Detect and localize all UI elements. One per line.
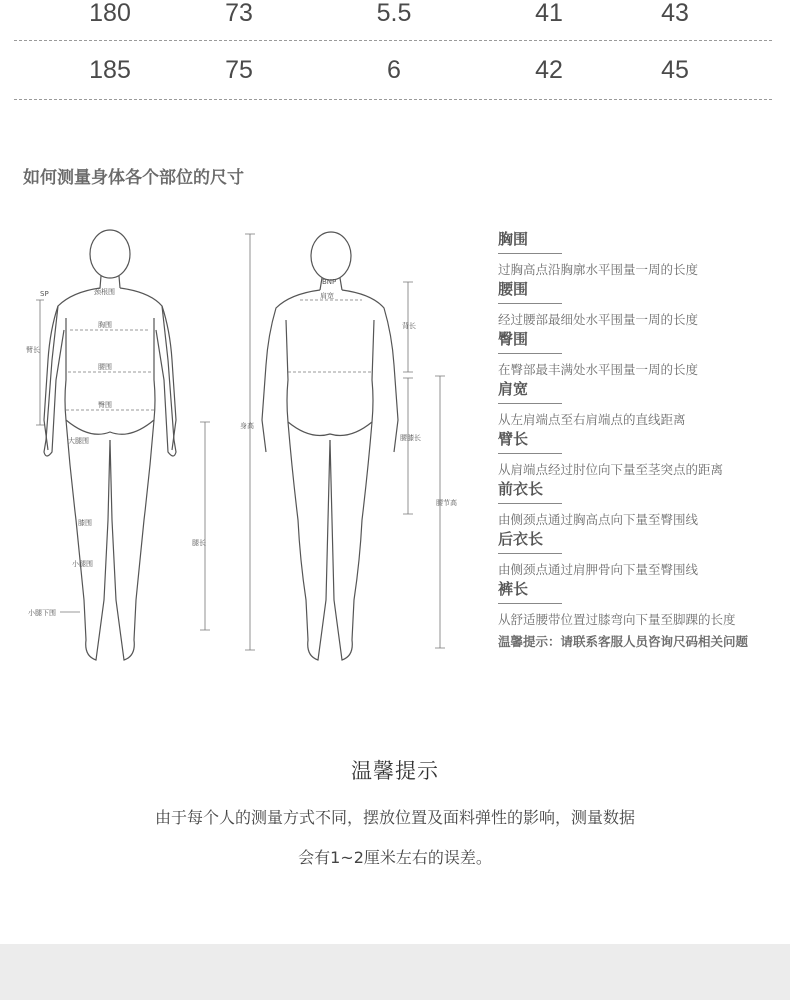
label-back-length: 背长 — [402, 322, 416, 330]
label-shoulder: 肩宽 — [320, 292, 334, 300]
definition-desc: 从左肩端点至右肩端点的直线距离 — [498, 412, 686, 427]
table-cell: 73 — [225, 0, 253, 27]
table-cell: 5.5 — [376, 0, 412, 27]
table-cell: 45 — [661, 56, 689, 84]
tips-line-2: 会有1~2厘米左右的误差。 — [298, 848, 492, 867]
definition-term: 裤长 — [498, 578, 562, 604]
definition-term: 臀围 — [498, 328, 562, 354]
label-waist-height: 腰节高 — [436, 499, 457, 507]
definition-term: 后衣长 — [498, 528, 562, 554]
definition-item — [498, 478, 783, 528]
footer-band — [0, 944, 790, 1000]
size-table — [14, 0, 772, 100]
label-ankle: 小腿下围 — [28, 609, 56, 617]
definition-item — [498, 528, 783, 578]
section-title: 如何测量身体各个部位的尺寸 — [23, 168, 244, 188]
size-tip: 温馨提示：请联系客服人员咨询尺码相关问题 — [498, 634, 749, 649]
label-neck: 颈根围 — [94, 288, 115, 296]
label-waist: 腰围 — [98, 363, 112, 371]
table-cell: 75 — [225, 56, 253, 84]
label-knee: 膝围 — [78, 519, 92, 527]
label-sp: SP — [40, 290, 49, 298]
definition-item — [498, 578, 783, 628]
definition-item — [498, 428, 783, 478]
definition-item — [498, 328, 783, 378]
table-cell: 42 — [535, 56, 563, 84]
tips-title: 温馨提示 — [351, 759, 439, 783]
definition-desc: 由侧颈点通过肩胛骨向下量至臀围线 — [498, 562, 699, 577]
table-cell: 6 — [387, 56, 401, 84]
definition-term: 肩宽 — [498, 378, 562, 404]
table-row — [14, 0, 772, 41]
definition-term: 胸围 — [498, 228, 562, 254]
label-waist-knee: 腰膝长 — [400, 434, 421, 442]
definition-desc: 从舒适腰带位置过膝弯向下量至脚踝的长度 — [498, 612, 736, 627]
definition-term: 前衣长 — [498, 478, 562, 504]
table-cell: 180 — [89, 0, 131, 27]
definition-term: 腰围 — [498, 278, 562, 304]
definition-term: 臂长 — [498, 428, 562, 454]
definition-desc: 由侧颈点通过胸高点向下量至臀围线 — [498, 512, 699, 527]
label-calf: 小腿围 — [72, 560, 93, 568]
label-thigh: 大腿围 — [68, 437, 89, 445]
label-chest: 胸围 — [98, 321, 112, 329]
definition-item — [498, 278, 783, 328]
definition-item — [498, 378, 783, 428]
tips-line-1: 由于每个人的测量方式不同，摆放位置及面料弹性的影响，测量数据 — [154, 808, 635, 827]
measurement-definitions — [498, 228, 783, 650]
label-hip: 臀围 — [98, 401, 112, 409]
table-row — [14, 41, 772, 100]
table-cell: 43 — [661, 0, 689, 27]
table-cell: 185 — [89, 56, 131, 84]
label-inseam: 腿长 — [192, 539, 206, 547]
definition-item — [498, 228, 783, 278]
label-bnp: BNP — [322, 278, 337, 286]
table-cell: 41 — [535, 0, 563, 27]
definition-desc: 在臀部最丰满处水平围量一周的长度 — [498, 362, 699, 377]
label-height: 身高 — [240, 422, 254, 430]
definition-desc: 过胸高点沿胸廓水平围量一周的长度 — [498, 262, 699, 277]
definition-desc: 经过腰部最细处水平围量一周的长度 — [498, 312, 699, 327]
definition-desc: 从肩端点经过肘位向下量至茎突点的距离 — [498, 462, 724, 477]
label-arm: 臂长 — [26, 346, 40, 354]
